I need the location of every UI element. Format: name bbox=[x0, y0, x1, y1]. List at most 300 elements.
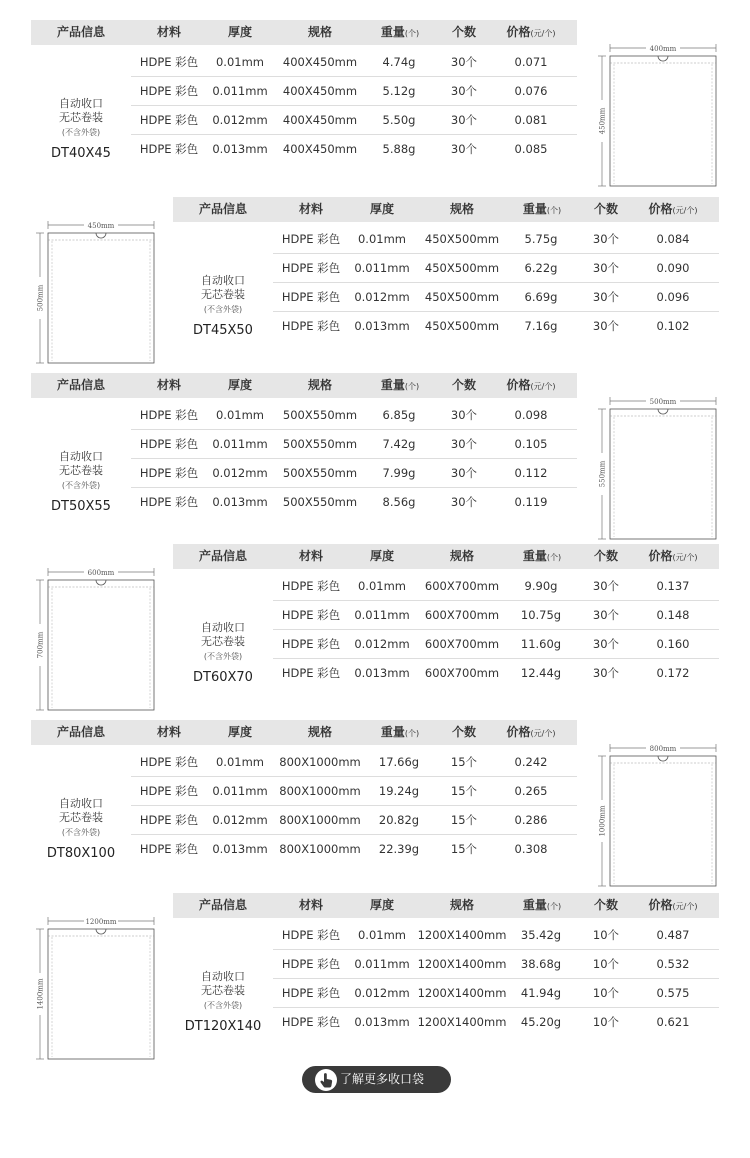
product-info bbox=[31, 54, 131, 170]
cell-count: 30个 bbox=[450, 113, 478, 127]
cell-spec: 600X700mm bbox=[424, 666, 500, 680]
cell-material: HDPE 彩色 bbox=[139, 784, 199, 798]
product-block bbox=[0, 197, 750, 347]
header-price-unit: (元/个) bbox=[530, 729, 556, 738]
header-product-info-text: 产品信息 bbox=[198, 549, 247, 563]
cell-weight: 38.68g bbox=[520, 957, 562, 971]
cell-thickness: 0.012mm bbox=[212, 466, 268, 480]
cell-spec: 1200X1400mm bbox=[417, 986, 507, 1000]
bag-outline bbox=[48, 929, 154, 1059]
table-row bbox=[131, 106, 577, 135]
product-desc-line1: 自动收口 bbox=[59, 450, 103, 463]
header-spec bbox=[422, 544, 502, 569]
table-body bbox=[131, 48, 577, 164]
header-weight-unit: (个) bbox=[546, 206, 562, 215]
header-product-info-text: 产品信息 bbox=[56, 25, 105, 39]
product-desc-line2: 无芯卷装 bbox=[59, 811, 103, 824]
cell-weight: 5.50g bbox=[382, 113, 416, 127]
cell-thickness: 0.011mm bbox=[354, 957, 410, 971]
header-product-info bbox=[41, 20, 121, 45]
bag-outline-svg bbox=[34, 564, 159, 714]
cell-weight: 41.94g bbox=[520, 986, 562, 1000]
cell-spec: 800X1000mm bbox=[279, 784, 361, 798]
cell-weight: 17.66g bbox=[378, 755, 420, 769]
table-row bbox=[273, 283, 719, 312]
header-spec bbox=[280, 720, 360, 745]
bag-outline-svg bbox=[34, 217, 159, 367]
cell-count: 10个 bbox=[592, 1015, 620, 1029]
cell-thickness: 0.01mm bbox=[215, 408, 264, 422]
product-info bbox=[173, 231, 273, 347]
bag-outline-svg bbox=[596, 40, 721, 190]
cell-thickness: 0.012mm bbox=[354, 986, 410, 1000]
cell-price: 0.242 bbox=[514, 755, 548, 769]
header-product-info-text: 产品信息 bbox=[56, 378, 105, 392]
cell-material: HDPE 彩色 bbox=[139, 84, 199, 98]
cell-price: 0.112 bbox=[514, 466, 548, 480]
table-header bbox=[31, 373, 577, 398]
header-material-text: 材料 bbox=[298, 202, 323, 216]
cell-thickness: 0.013mm bbox=[212, 842, 268, 856]
header-product-info bbox=[41, 720, 121, 745]
product-desc-line2: 无芯卷装 bbox=[201, 635, 245, 648]
cell-count: 15个 bbox=[450, 755, 478, 769]
cell-spec: 500X550mm bbox=[282, 408, 358, 422]
cell-price: 0.098 bbox=[514, 408, 548, 422]
cell-price: 0.286 bbox=[514, 813, 548, 827]
cell-thickness: 0.012mm bbox=[212, 113, 268, 127]
header-price-text: 价格 bbox=[648, 202, 673, 216]
cell-thickness: 0.013mm bbox=[354, 666, 410, 680]
product-desc-note: (不含外袋) bbox=[203, 305, 243, 314]
bag-outline bbox=[48, 580, 154, 710]
bag-outline bbox=[610, 56, 716, 186]
cell-count: 15个 bbox=[450, 842, 478, 856]
header-price bbox=[633, 197, 713, 222]
product-desc-line2: 无芯卷装 bbox=[201, 288, 245, 301]
cell-weight: 11.60g bbox=[520, 637, 562, 651]
header-thickness-text: 厚度 bbox=[369, 549, 394, 563]
spec-table bbox=[31, 20, 577, 170]
cell-spec: 1200X1400mm bbox=[417, 957, 507, 971]
cell-material: HDPE 彩色 bbox=[281, 232, 341, 246]
cell-weight: 6.22g bbox=[524, 261, 558, 275]
cell-spec: 800X1000mm bbox=[279, 842, 361, 856]
cell-thickness: 0.011mm bbox=[212, 84, 268, 98]
cell-spec: 600X700mm bbox=[424, 608, 500, 622]
header-product-info bbox=[183, 197, 263, 222]
bag-outline-svg bbox=[34, 913, 159, 1063]
bag-outline-svg bbox=[596, 393, 721, 543]
cell-thickness: 0.011mm bbox=[354, 261, 410, 275]
cell-thickness: 0.012mm bbox=[354, 290, 410, 304]
header-weight-text: 重量 bbox=[380, 725, 405, 739]
header-price bbox=[491, 373, 571, 398]
cell-price: 0.085 bbox=[514, 142, 548, 156]
cell-price: 0.071 bbox=[514, 55, 548, 69]
width-label: 600mm bbox=[87, 569, 115, 577]
cell-spec: 500X550mm bbox=[282, 466, 358, 480]
product-desc-note: (不含外袋) bbox=[61, 128, 101, 137]
cell-weight: 10.75g bbox=[520, 608, 562, 622]
cell-count: 10个 bbox=[592, 986, 620, 1000]
cell-count: 30个 bbox=[592, 608, 620, 622]
header-count-text: 个数 bbox=[451, 378, 476, 392]
table-body bbox=[273, 572, 719, 688]
table-header bbox=[31, 20, 577, 45]
table-row bbox=[273, 572, 719, 601]
bag-dimension-diagram bbox=[596, 40, 721, 190]
product-code: DT45X50 bbox=[193, 323, 253, 338]
header-count-text: 个数 bbox=[451, 725, 476, 739]
bag-dimension-diagram bbox=[34, 564, 159, 714]
header-count-text: 个数 bbox=[593, 549, 618, 563]
header-price bbox=[633, 893, 713, 918]
bag-outline-svg bbox=[596, 740, 721, 890]
cell-price: 0.096 bbox=[656, 290, 690, 304]
spec-table bbox=[31, 373, 577, 523]
header-price-text: 价格 bbox=[506, 725, 531, 739]
cell-spec: 450X500mm bbox=[424, 319, 500, 333]
header-thickness-text: 厚度 bbox=[227, 378, 252, 392]
bag-outline bbox=[48, 233, 154, 363]
cell-thickness: 0.013mm bbox=[354, 319, 410, 333]
table-row bbox=[131, 401, 577, 430]
cell-weight: 4.74g bbox=[382, 55, 416, 69]
header-spec-text: 规格 bbox=[307, 25, 332, 39]
cell-material: HDPE 彩色 bbox=[281, 608, 341, 622]
table-row bbox=[131, 777, 577, 806]
product-code: DT40X45 bbox=[51, 146, 111, 161]
cell-weight: 7.16g bbox=[524, 319, 558, 333]
cell-material: HDPE 彩色 bbox=[139, 113, 199, 127]
cell-material: HDPE 彩色 bbox=[139, 408, 199, 422]
cell-count: 30个 bbox=[592, 579, 620, 593]
header-weight-text: 重量 bbox=[522, 898, 547, 912]
header-material bbox=[271, 544, 351, 569]
learn-more-label: 了解更多收口袋 bbox=[340, 1072, 425, 1086]
header-weight-text: 重量 bbox=[522, 202, 547, 216]
header-spec-text: 规格 bbox=[307, 725, 332, 739]
product-desc-note: (不含外袋) bbox=[61, 828, 101, 837]
table-header bbox=[31, 720, 577, 745]
header-product-info bbox=[183, 893, 263, 918]
bag-dimension-diagram bbox=[596, 393, 721, 543]
header-spec bbox=[422, 197, 502, 222]
cell-price: 0.160 bbox=[656, 637, 690, 651]
cell-spec: 450X500mm bbox=[424, 232, 500, 246]
table-row bbox=[131, 835, 577, 864]
cell-count: 30个 bbox=[450, 495, 478, 509]
cell-price: 0.172 bbox=[656, 666, 690, 680]
cell-material: HDPE 彩色 bbox=[139, 755, 199, 769]
cell-spec: 400X450mm bbox=[282, 113, 358, 127]
header-thickness-text: 厚度 bbox=[369, 898, 394, 912]
cell-thickness: 0.012mm bbox=[354, 637, 410, 651]
cell-count: 30个 bbox=[450, 142, 478, 156]
header-thickness-text: 厚度 bbox=[369, 202, 394, 216]
header-thickness bbox=[200, 720, 280, 745]
product-desc-line1: 自动收口 bbox=[201, 274, 245, 287]
table-row bbox=[131, 135, 577, 164]
cell-spec: 500X550mm bbox=[282, 495, 358, 509]
bag-outline bbox=[610, 409, 716, 539]
cell-material: HDPE 彩色 bbox=[281, 579, 341, 593]
bag-outline bbox=[610, 756, 716, 886]
cell-spec: 400X450mm bbox=[282, 142, 358, 156]
table-row bbox=[273, 921, 719, 950]
table-body bbox=[273, 225, 719, 341]
cell-price: 0.621 bbox=[656, 1015, 690, 1029]
product-desc-line1: 自动收口 bbox=[59, 797, 103, 810]
cell-weight: 5.12g bbox=[382, 84, 416, 98]
header-price-text: 价格 bbox=[506, 378, 531, 392]
cell-thickness: 0.013mm bbox=[212, 495, 268, 509]
header-price-unit: (元/个) bbox=[530, 29, 556, 38]
product-desc-line1: 自动收口 bbox=[201, 970, 245, 983]
header-thickness bbox=[342, 544, 422, 569]
cell-weight: 7.99g bbox=[382, 466, 416, 480]
cell-count: 15个 bbox=[450, 784, 478, 798]
cell-count: 30个 bbox=[450, 55, 478, 69]
cell-price: 0.265 bbox=[514, 784, 548, 798]
width-label: 800mm bbox=[649, 745, 677, 753]
cell-weight: 9.90g bbox=[524, 579, 558, 593]
header-spec-text: 规格 bbox=[307, 378, 332, 392]
product-block bbox=[0, 544, 750, 694]
product-info bbox=[173, 927, 273, 1043]
cell-material: HDPE 彩色 bbox=[281, 290, 341, 304]
header-thickness bbox=[200, 20, 280, 45]
cell-spec: 450X500mm bbox=[424, 261, 500, 275]
cell-price: 0.308 bbox=[514, 842, 548, 856]
header-product-info bbox=[41, 373, 121, 398]
cell-spec: 600X700mm bbox=[424, 637, 500, 651]
cell-count: 10个 bbox=[592, 928, 620, 942]
bag-dimension-diagram bbox=[34, 217, 159, 367]
cell-price: 0.081 bbox=[514, 113, 548, 127]
cell-count: 30个 bbox=[450, 408, 478, 422]
product-desc-line2: 无芯卷装 bbox=[59, 111, 103, 124]
header-count-text: 个数 bbox=[593, 202, 618, 216]
cell-weight: 19.24g bbox=[378, 784, 420, 798]
cell-thickness: 0.01mm bbox=[357, 232, 406, 246]
product-info bbox=[31, 407, 131, 523]
header-product-info bbox=[183, 544, 263, 569]
cell-count: 30个 bbox=[592, 319, 620, 333]
cell-spec: 500X550mm bbox=[282, 437, 358, 451]
learn-more-button[interactable] bbox=[302, 1066, 451, 1093]
cell-thickness: 0.01mm bbox=[357, 579, 406, 593]
header-weight-unit: (个) bbox=[404, 729, 420, 738]
header-count-text: 个数 bbox=[451, 25, 476, 39]
cell-spec: 400X450mm bbox=[282, 84, 358, 98]
product-info bbox=[31, 754, 131, 870]
cell-thickness: 0.011mm bbox=[354, 608, 410, 622]
header-price-text: 价格 bbox=[506, 25, 531, 39]
cell-price: 0.076 bbox=[514, 84, 548, 98]
header-spec bbox=[422, 893, 502, 918]
product-code: DT50X55 bbox=[51, 499, 111, 514]
product-desc-line1: 自动收口 bbox=[59, 97, 103, 110]
header-product-info-text: 产品信息 bbox=[198, 898, 247, 912]
product-block bbox=[0, 20, 750, 170]
header-weight-text: 重量 bbox=[522, 549, 547, 563]
cell-spec: 600X700mm bbox=[424, 579, 500, 593]
header-product-info-text: 产品信息 bbox=[56, 725, 105, 739]
header-material bbox=[271, 893, 351, 918]
cell-price: 0.105 bbox=[514, 437, 548, 451]
cell-price: 0.532 bbox=[656, 957, 690, 971]
header-material-text: 材料 bbox=[298, 549, 323, 563]
bag-dimension-diagram bbox=[596, 740, 721, 890]
header-weight-unit: (个) bbox=[546, 902, 562, 911]
cell-spec: 1200X1400mm bbox=[417, 1015, 507, 1029]
header-spec bbox=[280, 20, 360, 45]
header-price bbox=[491, 20, 571, 45]
cell-count: 30个 bbox=[592, 666, 620, 680]
cell-spec: 450X500mm bbox=[424, 290, 500, 304]
table-row bbox=[131, 77, 577, 106]
table-row bbox=[273, 979, 719, 1008]
cell-price: 0.575 bbox=[656, 986, 690, 1000]
header-material-text: 材料 bbox=[156, 378, 181, 392]
cell-material: HDPE 彩色 bbox=[139, 813, 199, 827]
header-price-text: 价格 bbox=[648, 549, 673, 563]
cell-count: 30个 bbox=[450, 466, 478, 480]
table-body bbox=[131, 401, 577, 517]
product-desc-line1: 自动收口 bbox=[201, 621, 245, 634]
bag-dimension-diagram bbox=[34, 913, 159, 1063]
table-body bbox=[131, 748, 577, 864]
table-row bbox=[273, 254, 719, 283]
cell-price: 0.137 bbox=[656, 579, 690, 593]
product-code: DT80X100 bbox=[46, 846, 116, 861]
cell-thickness: 0.011mm bbox=[212, 437, 268, 451]
cell-material: HDPE 彩色 bbox=[281, 1015, 341, 1029]
table-row bbox=[273, 630, 719, 659]
cell-price: 0.084 bbox=[656, 232, 690, 246]
header-product-info-text: 产品信息 bbox=[198, 202, 247, 216]
header-material-text: 材料 bbox=[298, 898, 323, 912]
product-desc-line2: 无芯卷装 bbox=[59, 464, 103, 477]
cell-count: 30个 bbox=[592, 290, 620, 304]
cell-price: 0.119 bbox=[514, 495, 548, 509]
cell-material: HDPE 彩色 bbox=[139, 437, 199, 451]
cell-price: 0.102 bbox=[656, 319, 690, 333]
cell-material: HDPE 彩色 bbox=[281, 957, 341, 971]
header-price-unit: (元/个) bbox=[672, 206, 698, 215]
table-row bbox=[131, 806, 577, 835]
header-weight-unit: (个) bbox=[404, 382, 420, 391]
product-desc-note: (不含外袋) bbox=[61, 481, 101, 490]
cell-price: 0.090 bbox=[656, 261, 690, 275]
header-price bbox=[633, 544, 713, 569]
header-price-text: 价格 bbox=[648, 898, 673, 912]
height-label: 450mm bbox=[598, 107, 607, 135]
table-body bbox=[273, 921, 719, 1037]
header-price-unit: (元/个) bbox=[672, 902, 698, 911]
cell-spec: 1200X1400mm bbox=[417, 928, 507, 942]
cell-material: HDPE 彩色 bbox=[281, 986, 341, 1000]
table-row bbox=[273, 601, 719, 630]
product-block bbox=[0, 720, 750, 870]
header-price-unit: (元/个) bbox=[672, 553, 698, 562]
header-price-unit: (元/个) bbox=[530, 382, 556, 391]
cell-spec: 400X450mm bbox=[282, 55, 358, 69]
header-spec-text: 规格 bbox=[449, 202, 474, 216]
product-desc-note: (不含外袋) bbox=[203, 1001, 243, 1010]
spec-table bbox=[173, 893, 719, 1043]
product-info bbox=[173, 578, 273, 694]
header-thickness bbox=[342, 197, 422, 222]
cell-material: HDPE 彩色 bbox=[281, 928, 341, 942]
table-row bbox=[131, 430, 577, 459]
cell-thickness: 0.01mm bbox=[215, 55, 264, 69]
header-material bbox=[129, 373, 209, 398]
product-code: DT120X140 bbox=[184, 1019, 262, 1034]
cell-weight: 5.88g bbox=[382, 142, 416, 156]
table-header bbox=[173, 893, 719, 918]
header-thickness bbox=[200, 373, 280, 398]
cell-material: HDPE 彩色 bbox=[281, 666, 341, 680]
height-label: 500mm bbox=[36, 284, 45, 312]
header-thickness-text: 厚度 bbox=[227, 25, 252, 39]
width-label: 450mm bbox=[87, 222, 115, 230]
header-spec bbox=[280, 373, 360, 398]
header-material bbox=[271, 197, 351, 222]
cell-count: 30个 bbox=[592, 232, 620, 246]
cell-weight: 6.85g bbox=[382, 408, 416, 422]
cell-thickness: 0.01mm bbox=[215, 755, 264, 769]
cell-thickness: 0.012mm bbox=[212, 813, 268, 827]
cell-weight: 35.42g bbox=[520, 928, 562, 942]
cell-weight: 6.69g bbox=[524, 290, 558, 304]
table-row bbox=[273, 225, 719, 254]
cell-weight: 12.44g bbox=[520, 666, 562, 680]
spec-table bbox=[173, 544, 719, 694]
cell-weight: 45.20g bbox=[520, 1015, 562, 1029]
cell-material: HDPE 彩色 bbox=[281, 319, 341, 333]
header-thickness-text: 厚度 bbox=[227, 725, 252, 739]
product-code: DT60X70 bbox=[193, 670, 253, 685]
cell-material: HDPE 彩色 bbox=[281, 637, 341, 651]
cell-material: HDPE 彩色 bbox=[281, 261, 341, 275]
cell-thickness: 0.013mm bbox=[212, 142, 268, 156]
header-spec-text: 规格 bbox=[449, 898, 474, 912]
cell-spec: 800X1000mm bbox=[279, 813, 361, 827]
cell-count: 10个 bbox=[592, 957, 620, 971]
cell-material: HDPE 彩色 bbox=[139, 55, 199, 69]
cell-material: HDPE 彩色 bbox=[139, 495, 199, 509]
cell-material: HDPE 彩色 bbox=[139, 142, 199, 156]
header-price bbox=[491, 720, 571, 745]
hand-tap-icon bbox=[314, 1068, 338, 1092]
cell-price: 0.487 bbox=[656, 928, 690, 942]
table-row bbox=[273, 950, 719, 979]
cell-material: HDPE 彩色 bbox=[139, 466, 199, 480]
cell-count: 30个 bbox=[450, 84, 478, 98]
product-block bbox=[0, 373, 750, 523]
height-label: 700mm bbox=[36, 631, 45, 659]
cell-count: 30个 bbox=[450, 437, 478, 451]
cell-weight: 8.56g bbox=[382, 495, 416, 509]
header-weight-text: 重量 bbox=[380, 378, 405, 392]
spec-table bbox=[31, 720, 577, 870]
cell-weight: 7.42g bbox=[382, 437, 416, 451]
table-row bbox=[131, 48, 577, 77]
cell-weight: 22.39g bbox=[378, 842, 420, 856]
